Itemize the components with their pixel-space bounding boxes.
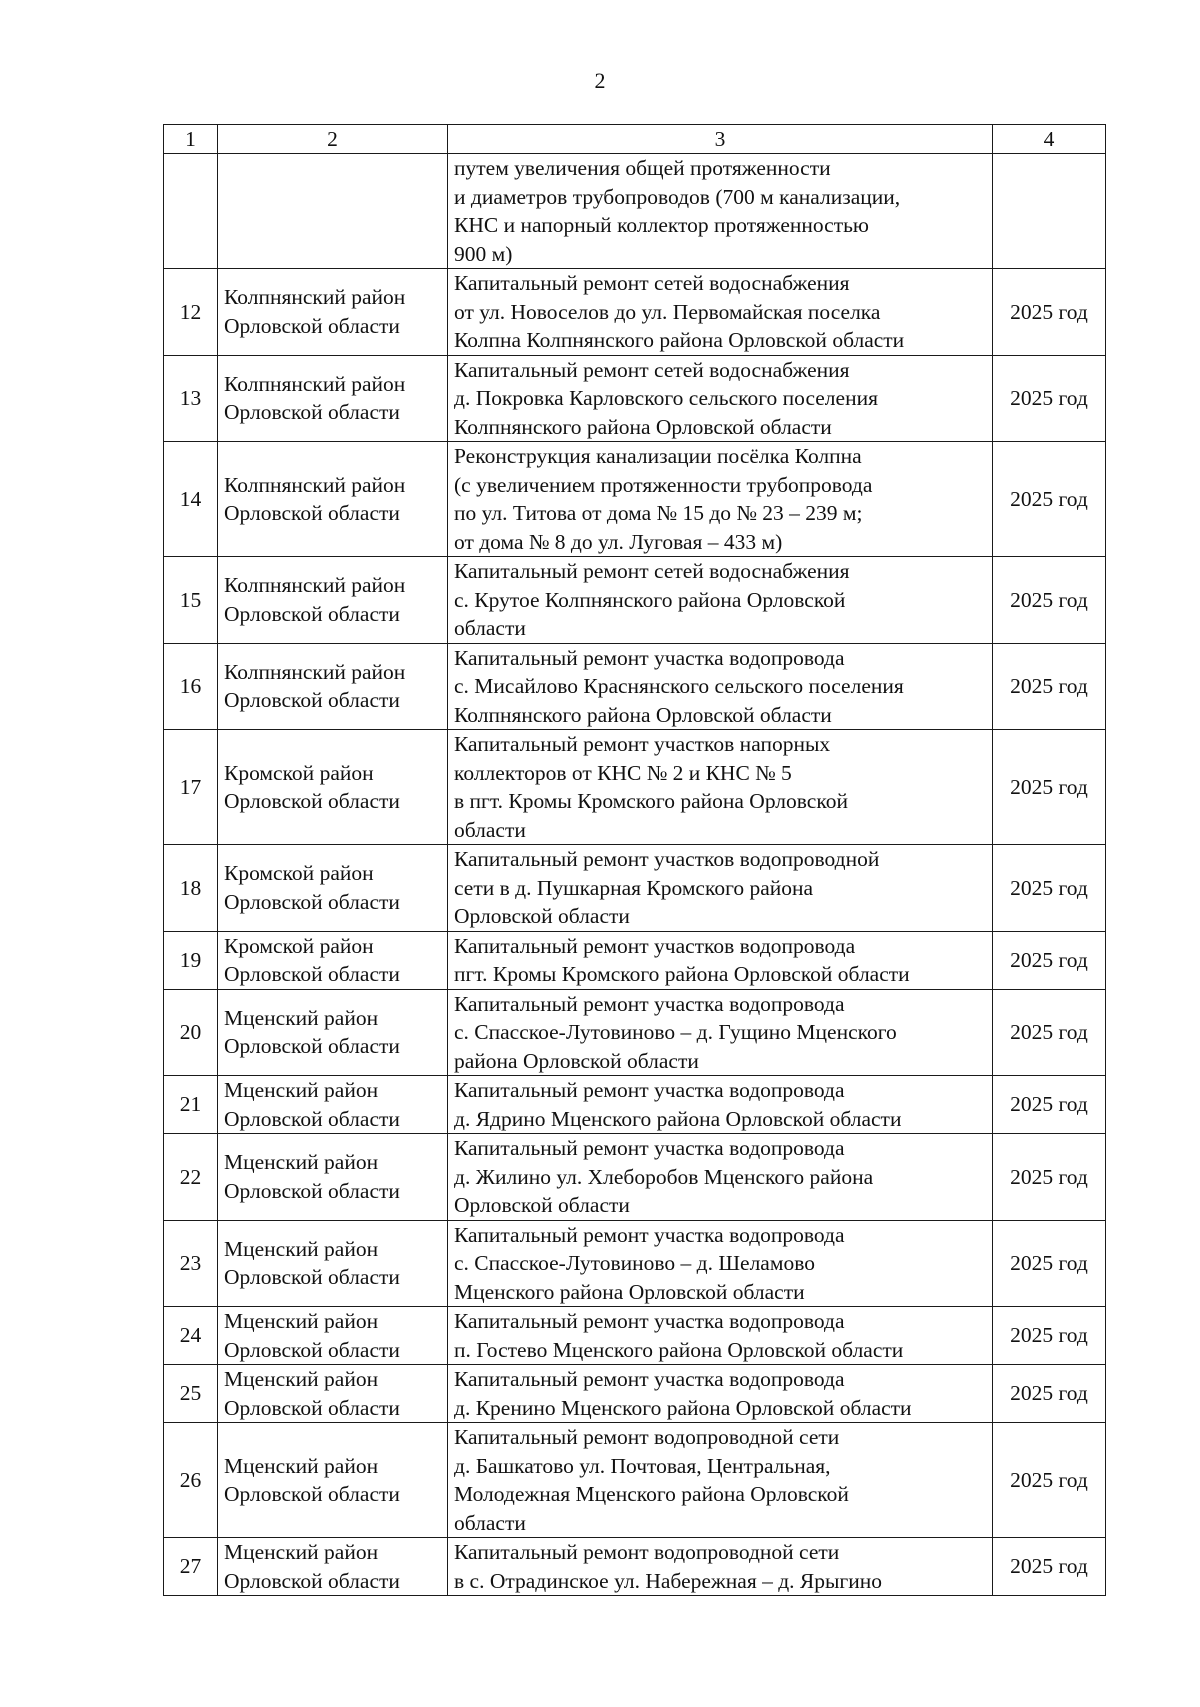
- row-number: 19: [164, 931, 218, 989]
- description-cell: [448, 730, 993, 845]
- district-line: Орловской области: [224, 1178, 400, 1203]
- table-row: [164, 1076, 1106, 1134]
- row-number: 12: [164, 269, 218, 356]
- year-cell: 2025 год: [993, 1134, 1106, 1221]
- district-cell: [218, 1365, 448, 1423]
- description-cell: [448, 1134, 993, 1221]
- year-cell: 2025 год: [993, 1538, 1106, 1596]
- row-number: 17: [164, 730, 218, 845]
- district-line: Мценский район: [224, 1236, 379, 1261]
- description-cell: [448, 1220, 993, 1307]
- description-line: Колпнянского района Орловской области: [454, 702, 832, 727]
- district-line: Орловской области: [224, 962, 400, 986]
- description-line: д. Покровка Карловского сельского поселения: [454, 386, 878, 410]
- description-line: с. Спасское-Лутовиново – д. Шеламово: [454, 1251, 815, 1275]
- district-line: Мценский район: [224, 1150, 379, 1175]
- description-cell: [448, 643, 993, 730]
- description-cell: [448, 1365, 993, 1423]
- row-number: 25: [164, 1365, 218, 1423]
- table-row: [164, 1134, 1106, 1221]
- description-cell: [448, 269, 993, 356]
- description-line: Капитальный ремонт водопроводной сети: [454, 1540, 840, 1564]
- row-number: 22: [164, 1134, 218, 1221]
- district-line: Орловской области: [224, 1482, 400, 1506]
- year-cell: 2025 год: [993, 1220, 1106, 1307]
- row-number: 24: [164, 1307, 218, 1365]
- description-line: от ул. Новоселов до ул. Первомайская поселка: [454, 299, 881, 324]
- district-line: Мценский район: [224, 1540, 379, 1564]
- row-number: 16: [164, 643, 218, 730]
- row-number: 20: [164, 989, 218, 1076]
- year-cell: 2025 год: [993, 355, 1106, 442]
- district-line: Орловской области: [224, 601, 400, 626]
- description-line: 900 м): [454, 241, 513, 266]
- district-line: Орловской области: [224, 789, 400, 813]
- description-line: Капитальный ремонт сетей водоснабжения: [454, 559, 850, 583]
- description-line: Капитальный ремонт участка водопровода: [454, 645, 845, 670]
- table-row: [164, 1307, 1106, 1365]
- district-cell: [218, 557, 448, 644]
- district-line: Орловской области: [224, 688, 400, 713]
- description-line: Капитальный ремонт участка водопровода: [454, 1367, 845, 1391]
- page-number: 2: [594, 68, 606, 93]
- description-cell: [448, 355, 993, 442]
- table-row: [164, 1220, 1106, 1307]
- description-line: Капитальный ремонт участка водопровода: [454, 1222, 845, 1247]
- description-line: Капитальный ремонт участков водопроводной: [454, 847, 880, 871]
- description-line: Капитальный ремонт участка водопровода: [454, 991, 845, 1016]
- table-row: [164, 989, 1106, 1076]
- district-line: Мценский район: [224, 1309, 379, 1333]
- description-cell: [448, 1076, 993, 1134]
- description-line: Колпна Колпнянского района Орловской области: [454, 328, 905, 352]
- description-line: путем увеличения общей протяженности: [454, 156, 831, 180]
- continuation-row: [164, 154, 1106, 269]
- header-col-4: 4: [993, 125, 1106, 154]
- description-line: д. Башкатово ул. Почтовая, Центральная,: [454, 1453, 831, 1478]
- description-cell: [448, 154, 993, 269]
- description-line: с. Мисайлово Краснянского сельского поселения: [454, 674, 904, 698]
- district-cell: [218, 989, 448, 1076]
- works-table: [163, 124, 1106, 1596]
- district-line: Колпнянский район: [224, 472, 406, 497]
- district-line: Колпнянский район: [224, 659, 406, 684]
- description-cell: [448, 1423, 993, 1538]
- district-line: Кромской район: [224, 760, 374, 785]
- district-line: Орловской области: [224, 1395, 400, 1420]
- district-cell: [218, 730, 448, 845]
- district-line: Орловской области: [224, 889, 400, 914]
- description-line: и диаметров трубопроводов (700 м канализации,: [454, 184, 901, 209]
- description-line: Капитальный ремонт участков напорных: [454, 732, 831, 756]
- row-number: [164, 154, 218, 269]
- table-row: [164, 730, 1106, 845]
- table-row: [164, 1538, 1106, 1596]
- table-row: [164, 269, 1106, 356]
- description-line: с. Крутое Колпнянского района Орловской: [454, 587, 846, 612]
- table-row: [164, 931, 1106, 989]
- row-number: 21: [164, 1076, 218, 1134]
- row-number: 15: [164, 557, 218, 644]
- year-cell: 2025 год: [993, 1423, 1106, 1538]
- description-line: Орловской области: [454, 904, 630, 928]
- description-line: д. Жилино ул. Хлеборобов Мценского района: [454, 1164, 874, 1189]
- table-row: [164, 557, 1106, 644]
- description-line: Капитальный ремонт водопроводной сети: [454, 1425, 840, 1449]
- description-line: (с увеличением протяженности трубопровода: [454, 472, 873, 497]
- description-line: от дома № 8 до ул. Луговая – 433 м): [454, 529, 783, 554]
- description-line: Реконструкция канализации посёлка Колпна: [454, 444, 862, 468]
- description-line: с. Спасское-Лутовиново – д. Гущино Мценского: [454, 1020, 897, 1044]
- description-line: Колпнянского района Орловской области: [454, 414, 832, 439]
- district-line: Колпнянский район: [224, 573, 406, 598]
- year-cell: 2025 год: [993, 1365, 1106, 1423]
- description-line: Капитальный ремонт участков водопровода: [454, 933, 856, 958]
- district-line: Мценский район: [224, 1005, 379, 1030]
- row-number: 27: [164, 1538, 218, 1596]
- district-line: Орловской области: [224, 313, 400, 338]
- description-line: области: [454, 817, 526, 842]
- description-line: области: [454, 616, 526, 640]
- description-line: коллекторов от КНС № 2 и КНС № 5: [454, 760, 792, 785]
- header-row: [164, 125, 1106, 154]
- district-cell: [218, 1423, 448, 1538]
- district-line: Орловской области: [224, 1265, 400, 1290]
- district-line: Кромской район: [224, 861, 374, 886]
- description-line: п. Гостево Мценского района Орловской области: [454, 1337, 904, 1362]
- header-col-3: 3: [448, 125, 993, 154]
- description-line: КНС и напорный коллектор протяженностью: [454, 213, 869, 237]
- district-line: Орловской области: [224, 1337, 400, 1362]
- district-line: Орловской области: [224, 400, 400, 425]
- year-cell: 2025 год: [993, 269, 1106, 356]
- year-cell: 2025 год: [993, 442, 1106, 557]
- district-line: Мценский район: [224, 1367, 379, 1391]
- year-cell: 2025 год: [993, 643, 1106, 730]
- table-row: [164, 442, 1106, 557]
- district-line: Орловской области: [224, 501, 400, 525]
- district-cell: [218, 1220, 448, 1307]
- year-cell: 2025 год: [993, 1076, 1106, 1134]
- description-line: по ул. Титова от дома № 15 до № 23 – 239 м;: [454, 501, 863, 525]
- description-cell: [448, 1307, 993, 1365]
- description-cell: [448, 442, 993, 557]
- row-number: 26: [164, 1423, 218, 1538]
- table-row: [164, 1423, 1106, 1538]
- row-number: 14: [164, 442, 218, 557]
- district-cell: [218, 1134, 448, 1221]
- district-line: Мценский район: [224, 1453, 379, 1478]
- description-cell: [448, 989, 993, 1076]
- description-line: пгт. Кромы Кромского района Орловской области: [454, 962, 910, 986]
- description-cell: [448, 1538, 993, 1596]
- district-cell: [218, 643, 448, 730]
- year-cell: 2025 год: [993, 1307, 1106, 1365]
- description-line: Мценского района Орловской области: [454, 1279, 805, 1304]
- district-cell: [218, 154, 448, 269]
- district-cell: [218, 442, 448, 557]
- district-cell: [218, 355, 448, 442]
- district-line: Орловской области: [224, 1568, 400, 1593]
- description-line: Молодежная Мценского района Орловской: [454, 1482, 849, 1506]
- row-number: 13: [164, 355, 218, 442]
- description-line: д. Кренино Мценского района Орловской области: [454, 1395, 912, 1420]
- description-line: района Орловской области: [454, 1048, 699, 1073]
- table-row: [164, 845, 1106, 932]
- year-cell: [993, 154, 1106, 269]
- description-line: Капитальный ремонт сетей водоснабжения: [454, 271, 850, 295]
- header-col-2: 2: [218, 125, 448, 154]
- description-line: в пгт. Кромы Кромского района Орловской: [454, 789, 848, 813]
- table-row: [164, 643, 1106, 730]
- description-line: в с. Отрадинское ул. Набережная – д. Ярыгино: [454, 1568, 883, 1593]
- year-cell: 2025 год: [993, 557, 1106, 644]
- year-cell: 2025 год: [993, 931, 1106, 989]
- description-line: Капитальный ремонт участка водопровода: [454, 1078, 845, 1102]
- row-number: 18: [164, 845, 218, 932]
- description-line: д. Ядрино Мценского района Орловской области: [454, 1106, 902, 1131]
- description-line: сети в д. Пушкарная Кромского района: [454, 875, 814, 900]
- district-line: Орловской области: [224, 1034, 400, 1059]
- year-cell: 2025 год: [993, 989, 1106, 1076]
- district-cell: [218, 1307, 448, 1365]
- district-cell: [218, 931, 448, 989]
- district-cell: [218, 269, 448, 356]
- description-line: области: [454, 1510, 526, 1535]
- district-line: Кромской район: [224, 933, 374, 958]
- district-line: Колпнянский район: [224, 285, 406, 310]
- district-line: Мценский район: [224, 1078, 379, 1102]
- table-row: [164, 1365, 1106, 1423]
- description-line: Капитальный ремонт сетей водоснабжения: [454, 357, 850, 382]
- description-line: Капитальный ремонт участка водопровода: [454, 1309, 845, 1333]
- district-cell: [218, 845, 448, 932]
- description-cell: [448, 845, 993, 932]
- description-line: Орловской области: [454, 1193, 630, 1217]
- table-row: [164, 355, 1106, 442]
- year-cell: 2025 год: [993, 730, 1106, 845]
- district-cell: [218, 1076, 448, 1134]
- description-line: Капитальный ремонт участка водопровода: [454, 1136, 845, 1160]
- district-line: Орловской области: [224, 1106, 400, 1131]
- header-col-1: 1: [164, 125, 218, 154]
- description-cell: [448, 557, 993, 644]
- district-line: Колпнянский район: [224, 371, 406, 396]
- description-cell: [448, 931, 993, 989]
- table-body: [164, 154, 1106, 1596]
- district-cell: [218, 1538, 448, 1596]
- row-number: 23: [164, 1220, 218, 1307]
- year-cell: 2025 год: [993, 845, 1106, 932]
